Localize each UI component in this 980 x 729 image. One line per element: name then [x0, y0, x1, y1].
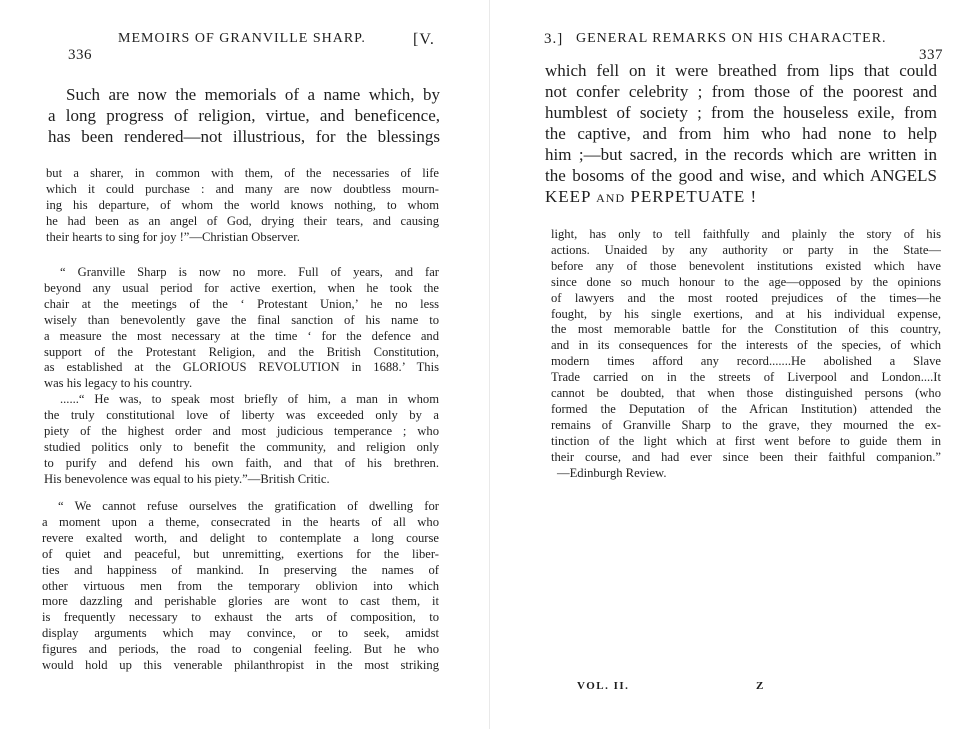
text-line: chair at the meetings of the ‘ Protestant Union,’ he no less: [44, 296, 439, 311]
text-line: fought, by his single exertions, and at his individual expense,: [551, 306, 941, 321]
text-line: has been rendered—not illustrious, for the blessings: [48, 127, 440, 146]
right-chapter-mark: 3.]: [544, 31, 564, 47]
text-line: light, has only to tell faithfully and plainly the story of his: [551, 227, 941, 241]
signature-mark: Z: [756, 680, 765, 692]
text-line: a measure the most necessary at the time ‘ for the defence and: [44, 328, 439, 343]
text-line: wisely than benevolently gave the final sanction of his name to: [44, 312, 439, 327]
text-line: “ We cannot refuse ourselves the gratification of dwelling for: [58, 499, 439, 513]
text-line: the captive, and from him who had none to help: [545, 124, 937, 143]
text-line: His benevolence was equal to his piety.”—British Critic.: [44, 471, 330, 486]
text-line: since done so much honour to the age—opposed by the opinions: [551, 274, 941, 289]
text-line: modern times afford any record.......He abolished a Slave: [551, 354, 941, 369]
text-line: their hearts to sing for joy !”—Christian Observer.: [46, 229, 300, 244]
right-page-number: 337: [919, 47, 943, 63]
text-line: humblest of society ; from the houseless exile, from: [545, 103, 937, 122]
text-line: studied politics only to benefit the community, and religion only: [44, 439, 439, 454]
text-line: is frequently necessary to exhaust the arts of composition, to: [42, 610, 439, 625]
right-main-text: [545, 60, 937, 207]
text-line: ......“ He was, to speak most briefly of him, a man in whom: [60, 392, 439, 407]
text-line: formed the Deputation of the African Institution) attended the: [551, 401, 941, 416]
left-running-title: MEMOIRS OF GRANVILLE SHARP.: [118, 31, 366, 46]
text-line: piety of the highest order and most judicious temperance ; who: [44, 424, 439, 439]
text-line: a long progress of religion, virtue, and beneficence,: [48, 106, 440, 125]
left-main-text: [48, 84, 440, 147]
text-line: of quiet and peaceful, but unremitting, exertions for the liber-: [42, 546, 439, 561]
text-line: remains of Granville Sharp to the grave, they mourned the ex-: [551, 417, 941, 432]
text-line: support of the Protestant Religion, and the British Constitution,: [44, 344, 439, 359]
text-line: a moment upon a theme, consecrated in the hearts of all who: [42, 514, 439, 529]
text-line: more dazzling and perishable glories are wont to cast them, it: [42, 594, 439, 609]
text-line: display arguments which may convince, or to seek, amidst: [42, 626, 439, 641]
text-line: KEEP and PERPETUATE !: [545, 187, 758, 206]
text-line: he had been as an angel of God, drying their tears, and causing: [46, 213, 439, 228]
text-line: tinction of the light which at first went before to guide them in: [551, 433, 941, 448]
text-line: cannot be doubted, that when those distinguished persons (who: [551, 386, 941, 401]
text-line: the bosoms of the good and wise, and which ANGELS: [545, 166, 937, 185]
text-line: the most memorable battle for the Constitution of this country,: [551, 322, 941, 337]
text-line: would hold up this venerable philanthropist in the most striking: [42, 658, 439, 673]
text-line: figures and periods, the road to congenial feeling. But he who: [42, 642, 439, 657]
text-line: which fell on it were breathed from lips that could: [545, 61, 937, 80]
text-line: actions. Unaided by any authority or party in the State—: [551, 242, 941, 257]
text-line: Trade carried on in the streets of Liverpool and London....It: [551, 370, 941, 385]
text-line: and in its consequences for the interests of the species, of which: [551, 338, 941, 353]
text-line: “ Granville Sharp is now no more. Full of years, and far: [60, 265, 439, 279]
right-running-title: GENERAL REMARKS ON HIS CHARACTER.: [576, 31, 887, 46]
left-quote-british-critic: [44, 265, 439, 488]
text-line: —Edinburgh Review.: [557, 465, 667, 480]
volume-footer: VOL. II.: [577, 680, 630, 692]
text-line: of lawyers and the most rooted prejudices of the times—he: [551, 290, 941, 305]
text-line: ties and happiness of mankind. In preserving the names of: [42, 562, 439, 577]
text-line: beyond any usual period for active exertion, when he took the: [44, 280, 439, 295]
text-line: not confer celebrity ; from those of the poorest and: [545, 82, 937, 101]
text-line: him ;—but sacred, in the records which are written in: [545, 145, 937, 164]
text-line: ing his departure, of whom the world knows nothing, to whom: [46, 197, 439, 212]
left-quote-christian-observer: [46, 166, 439, 246]
left-quote-gratification: [42, 499, 439, 674]
text-line: other virtuous men from the temporary oblivion into which: [42, 578, 439, 593]
text-line: which it could purchase : and many are now doubtless mourn-: [46, 181, 439, 196]
text-line: was his legacy to his country.: [44, 376, 193, 391]
text-line: as established at the GLORIOUS REVOLUTION in 1688.’ This: [44, 360, 439, 375]
text-line: before any of those benevolent institutions existed which have: [551, 258, 941, 273]
right-quote-edinburgh-review: [551, 227, 941, 482]
text-line: their course, and had ever since been their faithful companion.”: [551, 449, 941, 464]
text-line: revere exalted worth, and delight to contemplate a long course: [42, 530, 439, 545]
text-line: the truly constitutional love of liberty was exceeded only by a: [44, 408, 439, 423]
left-page-number: 336: [68, 47, 92, 63]
text-line: to purify and defend his own faith, and that of his brethren.: [44, 455, 439, 470]
right-page: [490, 0, 980, 729]
text-line: Such are now the memorials of a name which, by: [66, 85, 440, 104]
text-line: but a sharer, in common with them, of the necessaries of life: [46, 166, 439, 180]
left-chapter-mark: [V.: [413, 31, 435, 48]
